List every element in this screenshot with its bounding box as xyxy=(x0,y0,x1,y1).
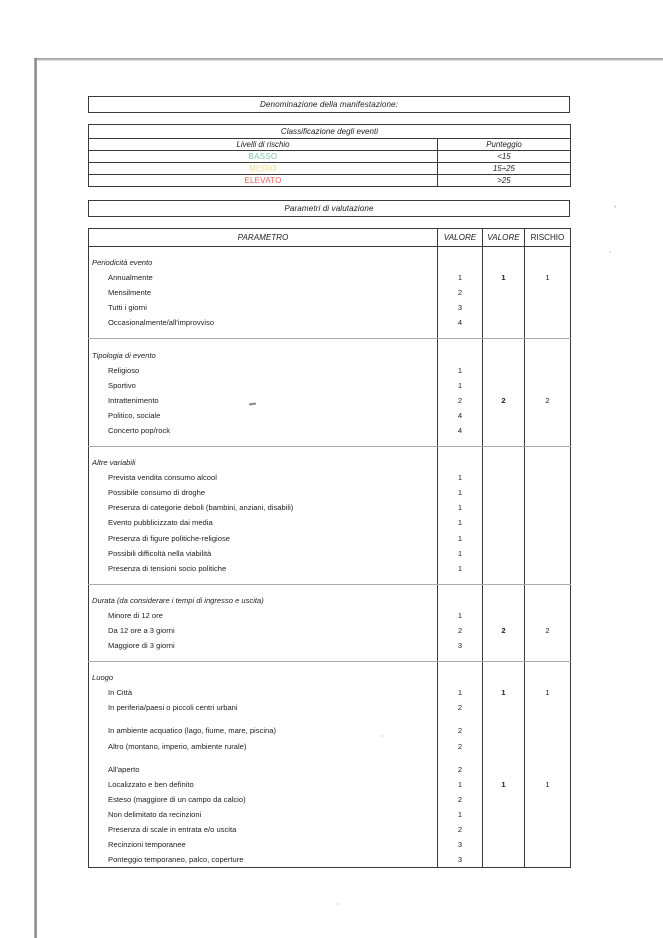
parameter-label: Possibili difficoltà nella viabilità xyxy=(89,546,438,561)
parameter-valore-selected xyxy=(483,700,525,715)
parameter-valore-selected xyxy=(483,822,525,837)
item-gap xyxy=(89,754,571,762)
column-header-parametro: PARAMETRO xyxy=(89,229,438,247)
parameter-valore: 2 xyxy=(438,822,483,837)
parameter-row[interactable] xyxy=(89,777,571,792)
parameter-valore: 1 xyxy=(438,363,483,378)
parameter-rischio xyxy=(525,807,571,822)
parameter-row[interactable] xyxy=(89,685,571,700)
parameter-valore: 1 xyxy=(438,270,483,285)
parameter-rischio xyxy=(525,700,571,715)
parameter-rischio xyxy=(525,485,571,500)
table-row-medio xyxy=(89,163,571,175)
parameter-valore: 2 xyxy=(438,739,483,754)
parameter-row[interactable] xyxy=(89,638,571,653)
parameter-valore: 2 xyxy=(438,792,483,807)
section-rischio xyxy=(525,593,571,608)
section-gap xyxy=(89,447,571,456)
parameter-rischio xyxy=(525,408,571,423)
parameter-row[interactable] xyxy=(89,807,571,822)
spacer-cell xyxy=(438,576,483,585)
parameter-label: Intrattenimento xyxy=(89,393,438,408)
parameter-row[interactable] xyxy=(89,561,571,576)
parameter-rischio xyxy=(525,638,571,653)
column-header-rischio: RISCHIO xyxy=(525,229,571,247)
spacer-cell xyxy=(483,662,525,671)
spacer-cell xyxy=(438,715,483,723)
parameter-label: All'aperto xyxy=(89,762,438,777)
section-title-row xyxy=(89,255,571,270)
column-header-valore-2: VALORE xyxy=(483,229,525,247)
column-header-livelli-di-rischio: Livelli di rischio xyxy=(89,139,438,151)
parameter-valore: 1 xyxy=(438,470,483,485)
spacer-cell xyxy=(438,339,483,348)
parameter-label: In ambiente acquatico (lago, fiume, mare, piscina) xyxy=(89,723,438,738)
parameter-valore: 3 xyxy=(438,852,483,868)
parameter-row[interactable] xyxy=(89,608,571,623)
parameter-label: Presenza di figure politiche-religiose xyxy=(89,531,438,546)
spacer-cell xyxy=(483,584,525,593)
parameter-label: Occasionalmente/all'improvviso xyxy=(89,315,438,330)
spacer-cell xyxy=(438,330,483,339)
parameter-rischio xyxy=(525,315,571,330)
parameter-label: In Città xyxy=(89,685,438,700)
parameter-row[interactable] xyxy=(89,623,571,638)
parameter-valore: 2 xyxy=(438,723,483,738)
parameter-valore-selected xyxy=(483,739,525,754)
parameter-rischio: 2 xyxy=(525,623,571,638)
parameter-valore-selected xyxy=(483,408,525,423)
parameter-row[interactable] xyxy=(89,515,571,530)
parameter-label: Da 12 ore a 3 giorni xyxy=(89,623,438,638)
parametri-valutazione-section xyxy=(88,200,570,868)
parameter-valore-selected xyxy=(483,363,525,378)
parameter-valore: 1 xyxy=(438,608,483,623)
parameter-valore-selected xyxy=(483,531,525,546)
column-header-valore-1: VALORE xyxy=(438,229,483,247)
parameter-valore-selected xyxy=(483,515,525,530)
parameter-rischio: 1 xyxy=(525,777,571,792)
parameter-valore-selected xyxy=(483,837,525,852)
parameter-valore-selected xyxy=(483,500,525,515)
parameter-rischio xyxy=(525,546,571,561)
document-body xyxy=(88,96,570,868)
parameter-label: Localizzato e ben definito xyxy=(89,777,438,792)
spacer-cell xyxy=(483,339,525,348)
section-title-row xyxy=(89,593,571,608)
parameter-valore-selected xyxy=(483,423,525,438)
spacer-cell xyxy=(438,754,483,762)
table-header-row xyxy=(89,229,571,247)
parameter-valore-selected xyxy=(483,470,525,485)
parameter-rischio xyxy=(525,561,571,576)
parametri-table-body xyxy=(89,247,571,868)
section-valore-2 xyxy=(483,255,525,270)
parameter-rischio xyxy=(525,852,571,868)
spacer-cell xyxy=(483,754,525,762)
spacer-cell xyxy=(525,339,571,348)
table-row xyxy=(89,201,570,217)
parameter-label: Esteso (maggiore di un campo da calcio) xyxy=(89,792,438,807)
denominazione-table xyxy=(88,96,570,113)
spacer-cell xyxy=(525,662,571,671)
parameter-rischio xyxy=(525,363,571,378)
spacer-cell xyxy=(483,447,525,456)
parameter-rischio xyxy=(525,837,571,852)
section-title: Tipologia di evento xyxy=(89,347,438,362)
parameter-label: Politico, sociale xyxy=(89,408,438,423)
parameter-label: Maggiore di 3 giorni xyxy=(89,638,438,653)
parameter-row[interactable] xyxy=(89,393,571,408)
parameter-rischio xyxy=(525,500,571,515)
parameter-rischio xyxy=(525,762,571,777)
risk-level-medio: MEDIO xyxy=(89,163,438,175)
parameter-rischio xyxy=(525,300,571,315)
parameter-label: Non delimitato da recinzioni xyxy=(89,807,438,822)
spacer-cell xyxy=(483,330,525,339)
section-valore-2 xyxy=(483,455,525,470)
scan-speck xyxy=(614,205,616,208)
spacer-cell xyxy=(483,247,525,256)
spacer-cell xyxy=(525,653,571,662)
parameter-valore-selected xyxy=(483,608,525,623)
risk-level-basso: BASSO xyxy=(89,151,438,163)
parameter-rischio xyxy=(525,608,571,623)
parameter-valore: 1 xyxy=(438,378,483,393)
item-gap xyxy=(89,715,571,723)
parameter-row[interactable] xyxy=(89,408,571,423)
parametri-title: Parametri di valutazione xyxy=(89,201,570,217)
spacer-cell xyxy=(89,754,438,762)
spacer-cell xyxy=(438,653,483,662)
risk-score-basso: <15 xyxy=(438,151,571,163)
parameter-valore-selected: 1 xyxy=(483,685,525,700)
spacer-cell xyxy=(483,715,525,723)
parameter-valore-selected: 1 xyxy=(483,270,525,285)
parameter-valore: 4 xyxy=(438,408,483,423)
parameter-valore: 1 xyxy=(438,807,483,822)
parameter-row[interactable] xyxy=(89,470,571,485)
parameter-valore-selected: 1 xyxy=(483,777,525,792)
parameter-rischio: 1 xyxy=(525,270,571,285)
spacer-cell xyxy=(525,330,571,339)
parameter-rischio xyxy=(525,792,571,807)
parameter-valore-selected xyxy=(483,561,525,576)
parameter-valore: 1 xyxy=(438,485,483,500)
parameter-valore-selected xyxy=(483,807,525,822)
parameter-row[interactable] xyxy=(89,723,571,738)
spacer-cell xyxy=(89,438,438,447)
section-valore-1 xyxy=(438,670,483,685)
spacer-cell xyxy=(89,653,438,662)
parameter-valore: 2 xyxy=(438,700,483,715)
section-title: Durata (da considerare i tempi di ingresso e uscita) xyxy=(89,593,438,608)
spacer-cell xyxy=(525,438,571,447)
parameter-valore: 3 xyxy=(438,300,483,315)
parameter-rischio xyxy=(525,378,571,393)
parameter-row[interactable] xyxy=(89,852,571,868)
parameter-row[interactable] xyxy=(89,500,571,515)
table-row xyxy=(89,125,571,139)
parameter-label: Recinzioni temporanee xyxy=(89,837,438,852)
parameter-rischio xyxy=(525,285,571,300)
parameter-label: Possibile consumo di droghe xyxy=(89,485,438,500)
parameter-row[interactable] xyxy=(89,285,571,300)
parameter-label: Ponteggio temporaneo, palco, coperture xyxy=(89,852,438,868)
section-title-row xyxy=(89,670,571,685)
spacer-cell xyxy=(89,247,438,256)
section-title: Periodicità evento xyxy=(89,255,438,270)
spacer-cell xyxy=(89,576,438,585)
section-valore-2 xyxy=(483,347,525,362)
section-divider xyxy=(89,576,571,585)
spacer-cell xyxy=(438,438,483,447)
parameter-valore-selected xyxy=(483,792,525,807)
classificazione-eventi-table xyxy=(88,124,571,187)
parameter-row[interactable] xyxy=(89,363,571,378)
page-top-edge xyxy=(34,58,663,61)
parameter-valore: 1 xyxy=(438,777,483,792)
section-rischio xyxy=(525,455,571,470)
parameter-valore: 2 xyxy=(438,762,483,777)
section-rischio xyxy=(525,670,571,685)
parameter-valore: 1 xyxy=(438,546,483,561)
parameter-rischio: 2 xyxy=(525,393,571,408)
parameter-valore-selected xyxy=(483,300,525,315)
parameter-rischio xyxy=(525,531,571,546)
parameter-valore: 1 xyxy=(438,531,483,546)
parameter-valore: 3 xyxy=(438,837,483,852)
section-divider xyxy=(89,330,571,339)
parameter-valore: 4 xyxy=(438,315,483,330)
parameter-valore: 1 xyxy=(438,685,483,700)
parameter-rischio xyxy=(525,822,571,837)
parameter-label: Annualmente xyxy=(89,270,438,285)
section-valore-2 xyxy=(483,593,525,608)
spacer-cell xyxy=(89,339,438,348)
spacer-cell xyxy=(89,662,438,671)
parameter-label: Presenza di tensioni socio politiche xyxy=(89,561,438,576)
parameter-valore-selected xyxy=(483,546,525,561)
section-gap xyxy=(89,339,571,348)
parameter-row[interactable] xyxy=(89,300,571,315)
parameter-row[interactable] xyxy=(89,762,571,777)
parameter-row[interactable] xyxy=(89,837,571,852)
spacer-cell xyxy=(525,754,571,762)
section-gap xyxy=(89,247,571,256)
parameter-label: Tutti i giorni xyxy=(89,300,438,315)
parameter-row[interactable] xyxy=(89,546,571,561)
spacer-cell xyxy=(89,330,438,339)
spacer-cell xyxy=(438,662,483,671)
parameter-row[interactable] xyxy=(89,531,571,546)
parameter-row[interactable] xyxy=(89,822,571,837)
scan-speck xyxy=(609,251,611,253)
parametri-title-table xyxy=(88,200,570,217)
spacer-cell xyxy=(525,576,571,585)
parameter-row[interactable] xyxy=(89,485,571,500)
section-divider xyxy=(89,653,571,662)
parameter-valore-selected xyxy=(483,378,525,393)
section-valore-2 xyxy=(483,670,525,685)
parameter-label: Presenza di scale in entrata e/o uscita xyxy=(89,822,438,837)
spacer-cell xyxy=(483,653,525,662)
section-title: Altre variabili xyxy=(89,455,438,470)
parameter-row[interactable] xyxy=(89,378,571,393)
section-title-row xyxy=(89,455,571,470)
parameter-label: Evento pubblicizzato dai media xyxy=(89,515,438,530)
risk-score-medio: 15÷25 xyxy=(438,163,571,175)
risk-score-elevato: >25 xyxy=(438,175,571,187)
classificazione-title: Classificazione degli eventi xyxy=(89,125,571,139)
spacer-cell xyxy=(89,447,438,456)
parameter-valore: 1 xyxy=(438,515,483,530)
parameter-row[interactable] xyxy=(89,700,571,715)
risk-level-elevato: ELEVATO xyxy=(89,175,438,187)
parameter-valore: 1 xyxy=(438,500,483,515)
parameter-valore: 3 xyxy=(438,638,483,653)
parameter-valore-selected: 2 xyxy=(483,393,525,408)
parameter-valore: 2 xyxy=(438,623,483,638)
parameter-row[interactable] xyxy=(89,315,571,330)
page-left-gutter-shadow xyxy=(34,58,37,938)
parameter-rischio xyxy=(525,470,571,485)
parameter-label: Prevista vendita consumo alcool xyxy=(89,470,438,485)
spacer-cell xyxy=(438,447,483,456)
parameter-rischio xyxy=(525,515,571,530)
section-gap xyxy=(89,584,571,593)
parameter-label: Sportivo xyxy=(89,378,438,393)
parameter-row[interactable] xyxy=(89,270,571,285)
parameter-rischio xyxy=(525,423,571,438)
parameter-valore: 2 xyxy=(438,393,483,408)
spacer-cell xyxy=(525,247,571,256)
parameter-label: Minore di 12 ore xyxy=(89,608,438,623)
section-divider xyxy=(89,438,571,447)
parameter-label: Religioso xyxy=(89,363,438,378)
parameter-rischio: 1 xyxy=(525,685,571,700)
table-header-row xyxy=(89,139,571,151)
parametri-valutazione-table xyxy=(88,228,571,868)
parameter-valore-selected xyxy=(483,285,525,300)
spacer-cell xyxy=(525,584,571,593)
section-title: Luogo xyxy=(89,670,438,685)
spacer-cell xyxy=(438,247,483,256)
section-valore-1 xyxy=(438,593,483,608)
parameter-valore-selected xyxy=(483,315,525,330)
section-gap xyxy=(89,662,571,671)
parameter-valore-selected xyxy=(483,638,525,653)
section-rischio xyxy=(525,347,571,362)
table-row xyxy=(89,97,570,113)
parameter-valore-selected: 2 xyxy=(483,623,525,638)
spacer-cell xyxy=(89,584,438,593)
denominazione-label: Denominazione della manifestazione: xyxy=(89,97,570,113)
spacer-cell xyxy=(438,584,483,593)
parameter-valore: 2 xyxy=(438,285,483,300)
parameter-rischio xyxy=(525,723,571,738)
spacer-cell xyxy=(525,715,571,723)
spacer-cell xyxy=(483,438,525,447)
section-valore-1 xyxy=(438,455,483,470)
section-valore-1 xyxy=(438,255,483,270)
section-valore-1 xyxy=(438,347,483,362)
parameter-rischio xyxy=(525,739,571,754)
parameter-valore-selected xyxy=(483,852,525,868)
parameter-valore: 4 xyxy=(438,423,483,438)
parameter-label: In periferia/paesi o piccoli centri urbani xyxy=(89,700,438,715)
parameter-valore-selected xyxy=(483,762,525,777)
parameter-label: Altro (montano, imperio, ambiente rurale) xyxy=(89,739,438,754)
scan-speck xyxy=(337,903,339,905)
parameter-label: Mensilmente xyxy=(89,285,438,300)
parameter-label: Concerto pop/rock xyxy=(89,423,438,438)
parameter-valore-selected xyxy=(483,723,525,738)
section-rischio xyxy=(525,255,571,270)
parameter-row[interactable] xyxy=(89,739,571,754)
parameter-valore-selected xyxy=(483,485,525,500)
table-row-elevato xyxy=(89,175,571,187)
parameter-row[interactable] xyxy=(89,423,571,438)
parameter-valore: 1 xyxy=(438,561,483,576)
column-header-punteggio: Punteggio xyxy=(438,139,571,151)
parameter-row[interactable] xyxy=(89,792,571,807)
spacer-cell xyxy=(525,447,571,456)
section-title-row xyxy=(89,347,571,362)
table-row-basso xyxy=(89,151,571,163)
spacer-cell xyxy=(483,576,525,585)
spacer-cell xyxy=(89,715,438,723)
parameter-label: Presenza di categorie deboli (bambini, anziani, disabili) xyxy=(89,500,438,515)
